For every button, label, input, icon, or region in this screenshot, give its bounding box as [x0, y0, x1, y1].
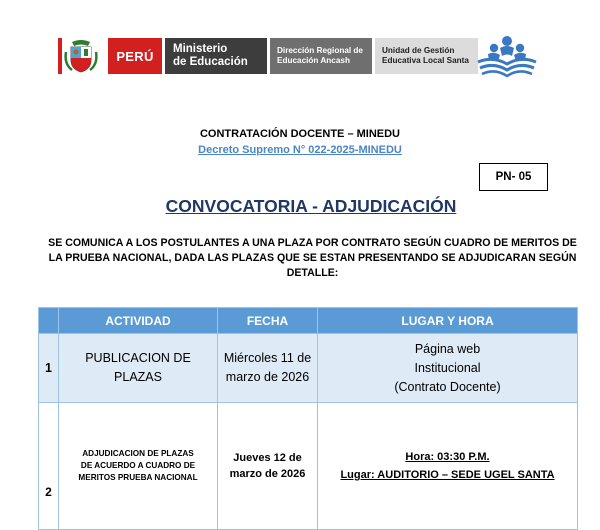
row-actividad: PUBLICACION DE PLAZAS: [59, 334, 218, 403]
minedu-line2: de Educación: [173, 56, 248, 68]
header-num: [39, 308, 59, 334]
row-lugar: [318, 334, 578, 403]
document-code: PN- 05: [479, 163, 548, 191]
row-number: 1: [39, 334, 59, 403]
header-actividad: ACTIVIDAD: [59, 308, 218, 334]
row-lugar: [318, 403, 578, 530]
ugel-line2: Educativa Local Santa: [382, 56, 469, 65]
table-header-row: [39, 308, 578, 334]
minedu-label: [165, 38, 267, 74]
ugel-line1: Unidad de Gestión: [382, 46, 455, 55]
drea-label: [270, 38, 372, 74]
decreto-link[interactable]: Decreto Supremo N° 022-2025-MINEDU: [198, 144, 402, 156]
row-actividad-text: ADJUDICACION DE PLAZAS DE ACUERDO A CUADRO DE MERITOS PRUEBA NACIONAL: [78, 449, 198, 482]
drea-line2: Educación Ancash: [277, 56, 350, 65]
contratacion-heading: CONTRATACIÓN DOCENTE – MINEDU: [199, 128, 401, 140]
header-lugar: LUGAR Y HORA: [318, 308, 578, 334]
table-row: [39, 334, 578, 403]
row-fecha-text: Jueves 12 de marzo de 2026: [229, 452, 306, 480]
table-row: [39, 403, 578, 530]
row-lugar-text: Lugar: AUDITORIO – SEDE UGEL SANTA: [340, 469, 555, 481]
row-fecha: Miércoles 11 de marzo de 2026: [218, 334, 318, 403]
notice-text: SE COMUNICA A LOS POSTULANTES A UNA PLAZA POR CONTRATO SEGÚN CUADRO DE MERITOS DE LA PRUEBA NACIONAL, DADA LAS PLAZAS QUE SE ESTAN PRESENTANDO SE ADJUDICARAN SEGÚN DETALLE:: [48, 237, 577, 279]
peru-coat-of-arms-icon: [58, 38, 104, 74]
header-banner: [58, 38, 478, 74]
peru-label: PERÚ: [108, 38, 162, 74]
page-title: CONVOCATORIA - ADJUDICACIÓN: [165, 196, 457, 216]
drea-line1: Dirección Regional de: [277, 46, 363, 55]
row-actividad: [59, 403, 218, 530]
row-hora-text: Hora: 03:30 P.M.: [405, 451, 490, 463]
row-number: 2: [39, 403, 59, 530]
row-lugar-text: Página web Institucional (Contrato Docente): [394, 341, 501, 394]
ugel-santa-logo-icon: [472, 34, 542, 78]
minedu-line1: Ministerio: [173, 43, 228, 55]
row-fecha: [218, 403, 318, 530]
schedule-table: [38, 307, 578, 530]
header-fecha: FECHA: [218, 308, 318, 334]
ugel-label: [375, 38, 478, 74]
